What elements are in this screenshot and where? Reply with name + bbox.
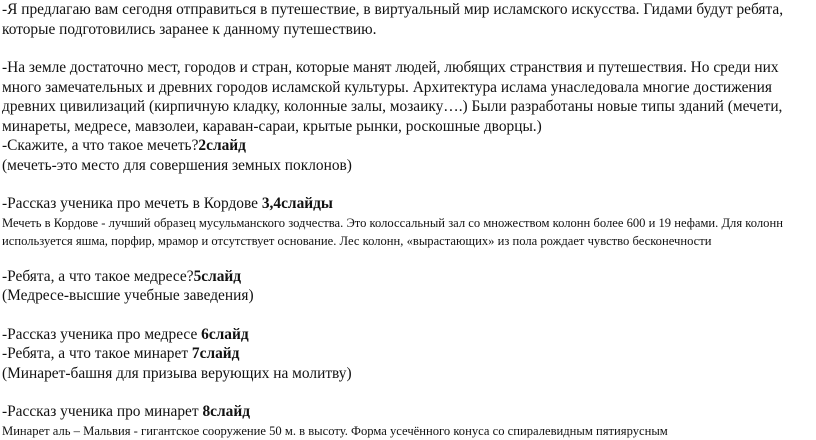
slide-ref-7: 7слайд bbox=[191, 345, 240, 362]
blank-line bbox=[2, 306, 814, 325]
slide-ref-8: 8слайд bbox=[202, 403, 250, 420]
blank-line bbox=[2, 383, 814, 402]
slide-ref-5: 5слайд bbox=[193, 267, 242, 285]
cordoba-story-text: -Рассказ ученика про мечеть в Кордове bbox=[2, 195, 262, 212]
minaret-story-heading bbox=[2, 402, 814, 422]
madrasa-question-text: -Ребята, а что такое медресе? bbox=[2, 267, 194, 285]
madrasa-question bbox=[2, 267, 814, 287]
minaret-story-text: -Рассказ ученика про минарет bbox=[2, 403, 203, 420]
madrasa-story-text: -Рассказ ученика про медресе bbox=[2, 325, 202, 343]
minaret-description: Минарет аль – Мальвия - гигантское сооружение 50 м. в высоту. Форма усечённого конуса со спиралевидным пятиярусным bbox=[2, 423, 668, 438]
mosque-answer: (мечеть-это место для совершения земных поклонов) bbox=[2, 156, 352, 174]
cordoba-description: Мечеть в Кордове - лучший образец мусульманского зодчества. Это колоссальный зал со множеством колонн более 600 и 19 нефами. Для колонн используется яшма, порфир, мрамор и отсутствует основание. Лес колонн, «вырастающих» из пола рождает чувство бесконечности bbox=[2, 215, 783, 248]
madrasa-story-heading bbox=[2, 325, 814, 345]
minaret-question-text: -Ребята, а что такое минарет bbox=[2, 345, 192, 362]
mosque-question-text: -Скажите, а что такое мечеть? bbox=[2, 137, 199, 154]
document-body bbox=[2, 0, 814, 440]
cordoba-story-heading bbox=[2, 194, 814, 214]
architecture-paragraph: -На земле достаточно мест, городов и стран, которые манят людей, любящих странствия и путешествия. Но среди них много замечательных и древних городов исламской культуры. Архитектура ислама унаследовала многие достижения древних цивилизаций (кирпичную кладку, колонные залы, мозаику….) Были разработаны новые типы зданий (мечети, минареты, медресе, мавзолеи, караван-сараи, крытые рынки, роскошные дворцы.) bbox=[2, 59, 783, 135]
slide-ref-6: 6слайд bbox=[201, 325, 249, 343]
slide-ref-3-4: 3,4слайды bbox=[261, 195, 333, 212]
intro-paragraph: -Я предлагаю вам сегодня отправиться в путешествие, в виртуальный мир исламского искусства. Гидами будут ребята, которые подготовились заранее к данному путешествию. bbox=[2, 1, 784, 38]
madrasa-answer: (Медресе-высшие учебные заведения) bbox=[2, 287, 254, 304]
mosque-question bbox=[2, 136, 814, 156]
minaret-answer: (Минарет-башня для призыва верующих на молитву) bbox=[2, 364, 352, 382]
blank-line bbox=[2, 175, 814, 194]
minaret-question bbox=[2, 344, 814, 364]
blank-line bbox=[2, 39, 814, 58]
blank-line bbox=[2, 250, 814, 267]
slide-ref-2: 2слайд bbox=[198, 137, 246, 154]
